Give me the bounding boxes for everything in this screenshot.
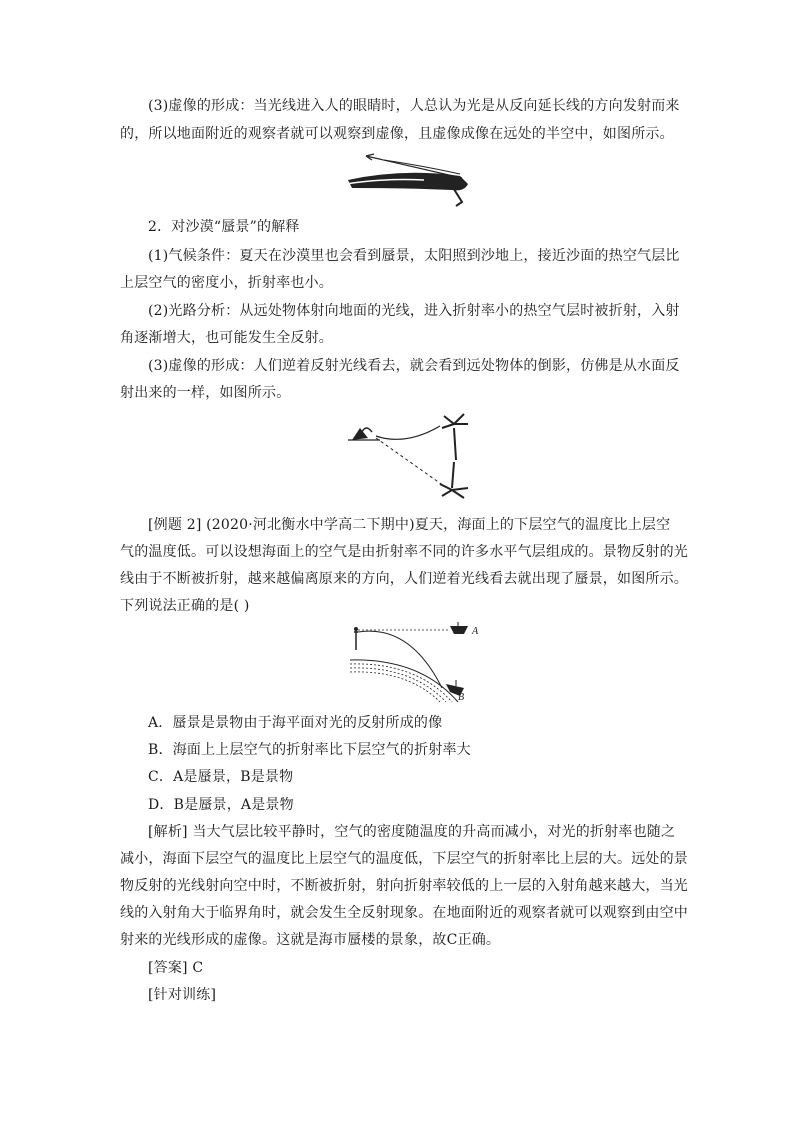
virtual-image-p3-line1: (3)虚像的形成：人们逆着反射光线看去，就会看到远处物体的倒影，仿佛是从水面反 [148, 358, 680, 374]
training-heading: [针对训练] [148, 987, 217, 1003]
desert-mirage-heading: 2．对沙漠“蜃景”的解释 [148, 219, 300, 235]
mirage-sky-p3-line2: 的，所以地面附近的观察者就可以观察到虚像，且虚像成像在远处的半空中，如图所示。 [120, 126, 674, 142]
analysis-line1: [解析] 当大气层比较平静时，空气的密度随温度的升高而减小，对光的折射率也随之 [148, 824, 676, 840]
option-d: D．B是蜃景，A是景物 [148, 797, 294, 813]
answer: [答案] C [148, 960, 204, 976]
example-line2: 气的温度低。可以设想海面上的空气是由折射率不同的许多水平气层组成的。景物反射的光 [120, 544, 688, 560]
analysis-line4: 线的入射角大于临界角时，就会发生全反射现象。在地面附近的观察者就可以观察到由空中 [120, 905, 688, 921]
option-a: A．蜃景是景物由于海平面对光的反射所成的像 [148, 715, 443, 731]
sea-mirage-figure [344, 150, 474, 212]
label-b: B [458, 692, 465, 703]
example-line4: 下列说法正确的是( ) [120, 598, 250, 614]
label-a: A [472, 626, 479, 637]
climate-p1-line1: (1)气候条件：夏天在沙漠里也会看到蜃景，太阳照到沙地上，接近沙面的热空气层比 [148, 248, 680, 264]
analysis-line5: 射来的光线形成的虚像。这就是海市蜃楼的景象，故C正确。 [120, 932, 501, 948]
climate-p1-line2: 上层空气的密度小，折射率也小。 [120, 275, 333, 291]
virtual-image-p3-line2: 射出来的一样，如图所示。 [120, 385, 291, 401]
optical-path-p2-line1: (2)光路分析：从远处物体射向地面的光线，进入折射率小的热空气层时被折射，入射 [148, 303, 680, 319]
example-line1: [例题 2] (2020·河北衡水中学高二下期中)夏天，海面上的下层空气的温度比上层空 [148, 517, 671, 533]
example-line3: 线由于不断被折射，越来越偏离原来的方向，人们逆着光线看去就出现了蜃景，如图所示。 [120, 571, 688, 587]
sea-mirage-ab-figure [350, 622, 490, 706]
optical-path-p2-line2: 角逐渐增大，也可能发生全反射。 [120, 330, 333, 346]
option-c: C．A是蜃景，B是景物 [148, 769, 294, 785]
analysis-line2: 减小，海面下层空气的温度比上层空气的温度低，下层空气的折射率比上层的大。远处的景 [120, 851, 688, 867]
analysis-line3: 物反射的光线射向空中时，不断被折射，射向折射率较低的上一层的入射角越来越大，当光 [120, 878, 688, 894]
option-b: B．海面上上层空气的折射率比下层空气的折射率大 [148, 742, 471, 758]
mirage-sky-p3-line1: (3)虚像的形成：当光线进入人的眼睛时，人总认为光是从反向延长线的方向发射而来 [148, 98, 680, 114]
desert-mirage-figure [344, 410, 474, 502]
